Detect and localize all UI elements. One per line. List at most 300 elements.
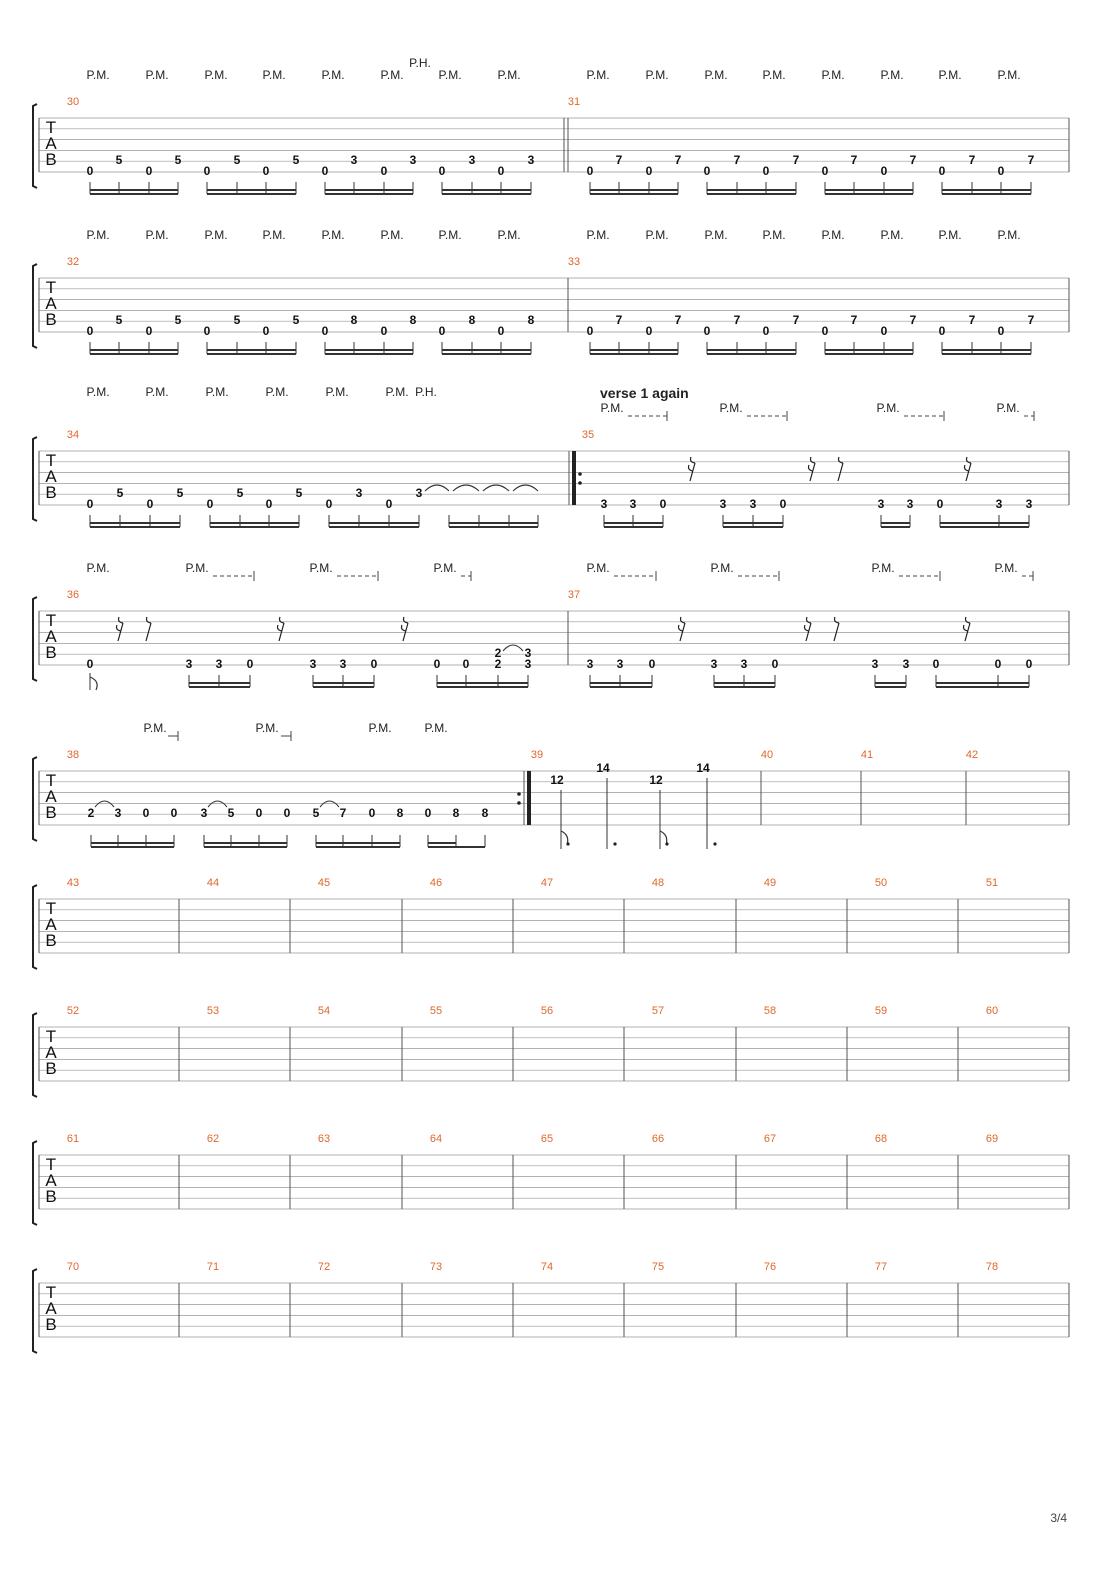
tab-letter-a: A (45, 1043, 57, 1062)
fret-number: 3 (710, 657, 718, 671)
tab-letter-a: A (45, 134, 57, 153)
measure-number: 64 (429, 1133, 443, 1145)
measure-number: 47 (540, 877, 554, 889)
system-bracket (33, 1269, 37, 1353)
sixteenth-rest (278, 617, 285, 641)
fret-number: 0 (170, 806, 178, 820)
palm-mute-label: P.M. (325, 385, 349, 399)
fret-number: 12 (550, 773, 564, 787)
measure-number: 75 (651, 1261, 665, 1273)
tie (425, 485, 449, 491)
fret-number: 0 (936, 497, 944, 511)
fret-number: 3 (586, 657, 594, 671)
palm-mute-label: P.M. (719, 401, 743, 415)
fret-number: 7 (909, 313, 917, 327)
measure-number: 31 (567, 96, 581, 108)
palm-mute-label: P.M. (185, 561, 209, 575)
fret-number: 3 (114, 806, 122, 820)
tab-letter-b: B (45, 931, 57, 950)
palm-mute-label: P.M. (938, 228, 962, 242)
fret-number: 14 (696, 761, 710, 775)
palm-mute-label: P.M. (438, 68, 462, 82)
fret-number: 0 (370, 657, 378, 671)
fret-number: 0 (146, 497, 154, 511)
fret-number: 0 (932, 657, 940, 671)
palm-mute-label: P.M. (645, 68, 669, 82)
sixteenth-rest (809, 457, 816, 481)
palm-mute-label: P.M. (762, 228, 786, 242)
fret-number: 7 (1027, 153, 1035, 167)
sixteenth-rest (805, 617, 812, 641)
fret-number: 0 (586, 164, 594, 178)
measure-number: 65 (540, 1133, 554, 1145)
palm-mute-label: P.M. (600, 401, 624, 415)
palm-mute-label: P.M. (497, 68, 521, 82)
fret-number: 0 (880, 164, 888, 178)
fret-number: 7 (850, 313, 858, 327)
page-number: 3/4 (1050, 1511, 1067, 1525)
fret-number: 5 (236, 486, 244, 500)
fret-number: 12 (649, 773, 663, 787)
measure-number: 48 (651, 877, 665, 889)
system-bracket (33, 885, 37, 969)
fret-number: 0 (645, 324, 653, 338)
fret-number: 3 (719, 497, 727, 511)
fret-number: 0 (994, 657, 1002, 671)
repeat-dot (578, 472, 582, 476)
pinch-harmonic-label: P.H. (415, 385, 437, 399)
tab-letter-a: A (45, 294, 57, 313)
tab-letter-a: A (45, 1299, 57, 1318)
fret-number: 0 (203, 164, 211, 178)
palm-mute-label: P.M. (309, 561, 333, 575)
fret-number: 3 (995, 497, 1003, 511)
palm-mute-label: P.M. (321, 228, 345, 242)
measure-number: 76 (763, 1261, 777, 1273)
palm-mute-label: P.M. (433, 561, 457, 575)
fret-number: 3 (409, 153, 417, 167)
tab-letter-a: A (45, 915, 57, 934)
fret-number: 0 (255, 806, 263, 820)
system-bracket (33, 1013, 37, 1097)
fret-number: 0 (438, 324, 446, 338)
measure-number: 73 (429, 1261, 443, 1273)
sixteenth-rest (402, 617, 409, 641)
palm-mute-label: P.M. (997, 228, 1021, 242)
fret-number: 0 (246, 657, 254, 671)
fret-number: 7 (968, 153, 976, 167)
palm-mute-label: P.M. (86, 385, 110, 399)
measure-number: 55 (429, 1005, 443, 1017)
palm-mute-label: P.M. (265, 385, 289, 399)
measure-number: 52 (66, 1005, 80, 1017)
fret-number: 0 (86, 497, 94, 511)
fret-number: 3 (309, 657, 317, 671)
measure-number: 54 (317, 1005, 331, 1017)
tab-letter-t: T (45, 1155, 57, 1174)
fret-number: 0 (262, 324, 270, 338)
measure-number: 67 (763, 1133, 777, 1145)
tab-letter-b: B (45, 643, 57, 662)
fret-number: 0 (997, 164, 1005, 178)
tab-letter-b: B (45, 150, 57, 169)
fret-number: 0 (762, 324, 770, 338)
fret-number: 0 (659, 497, 667, 511)
fret-number: 3 (877, 497, 885, 511)
palm-mute-label: P.M. (704, 68, 728, 82)
measure-number: 77 (874, 1261, 888, 1273)
measure-number: 32 (66, 256, 80, 268)
fret-number: 7 (733, 153, 741, 167)
fret-number: 0 (938, 164, 946, 178)
measure-number: 44 (206, 877, 220, 889)
measure-number: 35 (581, 429, 595, 441)
measure-number: 63 (317, 1133, 331, 1145)
fret-number: 2 (494, 657, 502, 671)
fret-number: 7 (615, 153, 623, 167)
fret-number: 0 (703, 324, 711, 338)
fret-number: 7 (733, 313, 741, 327)
palm-mute-label: P.M. (762, 68, 786, 82)
sixteenth-rest (679, 617, 686, 641)
system-bracket (33, 437, 37, 521)
palm-mute-label: P.M. (704, 228, 728, 242)
fret-number: 5 (174, 153, 182, 167)
pinch-harmonic-label: P.H. (409, 56, 431, 70)
fret-number: 3 (524, 646, 532, 660)
tie (453, 485, 479, 491)
fret-number: 0 (645, 164, 653, 178)
tab-letter-b: B (45, 1315, 57, 1334)
augmentation-dot (613, 842, 616, 845)
measure-number: 43 (66, 877, 80, 889)
measure-number: 38 (66, 749, 80, 761)
system-bracket (33, 597, 37, 681)
fret-number: 7 (968, 313, 976, 327)
palm-mute-label: P.M. (586, 68, 610, 82)
fret-number: 0 (762, 164, 770, 178)
palm-mute-label: P.M. (321, 68, 345, 82)
palm-mute-label: P.M. (996, 401, 1020, 415)
fret-number: 3 (415, 486, 423, 500)
measure-number: 33 (567, 256, 581, 268)
tie (513, 485, 538, 491)
measure-number: 69 (985, 1133, 999, 1145)
palm-mute-label: P.M. (368, 721, 392, 735)
measure-number: 74 (540, 1261, 554, 1273)
tab-letter-t: T (45, 118, 57, 137)
fret-number: 3 (871, 657, 879, 671)
fret-number: 7 (674, 313, 682, 327)
fret-number: 0 (821, 324, 829, 338)
tab-letter-b: B (45, 1059, 57, 1078)
eighth-rest (834, 617, 839, 641)
fret-number: 0 (206, 497, 214, 511)
fret-number: 5 (116, 486, 124, 500)
sixteenth-rest (689, 457, 696, 481)
fret-number: 0 (325, 497, 333, 511)
fret-number: 0 (438, 164, 446, 178)
palm-mute-label: P.M. (586, 228, 610, 242)
palm-mute-label: P.M. (880, 68, 904, 82)
palm-mute-label: P.M. (380, 228, 404, 242)
palm-mute-label: P.M. (145, 68, 169, 82)
fret-number: 8 (481, 806, 489, 820)
fret-number: 5 (312, 806, 320, 820)
fret-number: 0 (380, 164, 388, 178)
measure-number: 72 (317, 1261, 331, 1273)
fret-number: 0 (938, 324, 946, 338)
measure-number: 56 (540, 1005, 554, 1017)
fret-number: 5 (227, 806, 235, 820)
measure-number: 57 (651, 1005, 665, 1017)
fret-number: 3 (902, 657, 910, 671)
fret-number: 3 (468, 153, 476, 167)
augmentation-dot (665, 842, 668, 845)
fret-number: 0 (86, 324, 94, 338)
tie (503, 645, 523, 651)
tab-letter-b: B (45, 803, 57, 822)
tab-letter-a: A (45, 467, 57, 486)
fret-number: 0 (821, 164, 829, 178)
tab-letter-t: T (45, 899, 57, 918)
tab-letter-t: T (45, 1283, 57, 1302)
fret-number: 7 (909, 153, 917, 167)
fret-number: 14 (596, 761, 610, 775)
measure-number: 40 (760, 749, 774, 761)
palm-mute-label: P.M. (497, 228, 521, 242)
measure-number: 62 (206, 1133, 220, 1145)
system-bracket (33, 757, 37, 841)
measure-number: 37 (567, 589, 581, 601)
repeat-dot (517, 792, 521, 796)
fret-number: 3 (616, 657, 624, 671)
palm-mute-label: P.M. (880, 228, 904, 242)
palm-mute-label: P.M. (586, 561, 610, 575)
measure-number: 51 (985, 877, 999, 889)
fret-number: 5 (176, 486, 184, 500)
measure-number: 39 (530, 749, 544, 761)
fret-number: 0 (142, 806, 150, 820)
tab-letter-a: A (45, 1171, 57, 1190)
measure-number: 41 (860, 749, 874, 761)
palm-mute-label: P.M. (424, 721, 448, 735)
fret-number: 5 (233, 153, 241, 167)
fret-number: 0 (586, 324, 594, 338)
tab-letter-b: B (45, 483, 57, 502)
fret-number: 3 (524, 657, 532, 671)
tab-letter-b: B (45, 310, 57, 329)
palm-mute-label: P.M. (204, 228, 228, 242)
fret-number: 5 (115, 153, 123, 167)
palm-mute-label: P.M. (86, 228, 110, 242)
measure-number: 45 (317, 877, 331, 889)
repeat-start-bar (572, 451, 576, 505)
measure-number: 66 (651, 1133, 665, 1145)
fret-number: 0 (1025, 657, 1033, 671)
fret-number: 5 (295, 486, 303, 500)
fret-number: 5 (292, 313, 300, 327)
fret-number: 5 (174, 313, 182, 327)
fret-number: 3 (355, 486, 363, 500)
palm-mute-label: P.M. (380, 68, 404, 82)
fret-number: 0 (265, 497, 273, 511)
measure-number: 46 (429, 877, 443, 889)
tab-letter-t: T (45, 451, 57, 470)
fret-number: 2 (87, 806, 95, 820)
tab-letter-t: T (45, 611, 57, 630)
repeat-dot (517, 801, 521, 805)
fret-number: 7 (792, 313, 800, 327)
fret-number: 2 (494, 646, 502, 660)
fret-number: 5 (292, 153, 300, 167)
fret-number: 7 (674, 153, 682, 167)
fret-number: 0 (86, 164, 94, 178)
palm-mute-label: P.M. (255, 721, 279, 735)
fret-number: 0 (648, 657, 656, 671)
measure-number: 50 (874, 877, 888, 889)
fret-number: 3 (200, 806, 208, 820)
fret-number: 0 (771, 657, 779, 671)
fret-number: 0 (462, 657, 470, 671)
tab-letter-a: A (45, 627, 57, 646)
fret-number: 3 (906, 497, 914, 511)
measure-number: 42 (965, 749, 979, 761)
measure-number: 60 (985, 1005, 999, 1017)
palm-mute-label: P.M. (997, 68, 1021, 82)
fret-number: 0 (880, 324, 888, 338)
eighth-rest (838, 457, 843, 481)
tie (320, 801, 339, 807)
fret-number: 0 (86, 657, 94, 671)
fret-number: 8 (409, 313, 417, 327)
palm-mute-label: P.M. (262, 68, 286, 82)
fret-number: 0 (497, 324, 505, 338)
fret-number: 7 (792, 153, 800, 167)
fret-number: 8 (527, 313, 535, 327)
tab-letter-a: A (45, 787, 57, 806)
fret-number: 0 (145, 324, 153, 338)
fret-number: 3 (740, 657, 748, 671)
measure-number: 61 (66, 1133, 80, 1145)
fret-number: 7 (339, 806, 347, 820)
note-flag (90, 677, 97, 690)
fret-number: 0 (203, 324, 211, 338)
repeat-dot (578, 481, 582, 485)
note-flag (660, 831, 667, 845)
tie (483, 485, 509, 491)
measure-number: 70 (66, 1261, 80, 1273)
measure-number: 49 (763, 877, 777, 889)
section-marker: verse 1 again (600, 385, 689, 401)
fret-number: 0 (262, 164, 270, 178)
fret-number: 0 (997, 324, 1005, 338)
note-flag (561, 831, 568, 845)
fret-number: 5 (115, 313, 123, 327)
fret-number: 0 (321, 164, 329, 178)
augmentation-dot (566, 842, 569, 845)
fret-number: 0 (385, 497, 393, 511)
palm-mute-label: P.M. (876, 401, 900, 415)
palm-mute-label: P.M. (871, 561, 895, 575)
tab-letter-t: T (45, 771, 57, 790)
tie (208, 801, 227, 807)
palm-mute-label: P.M. (86, 68, 110, 82)
system-bracket (33, 1141, 37, 1225)
palm-mute-label: P.M. (821, 68, 845, 82)
fret-number: 3 (629, 497, 637, 511)
palm-mute-label: P.M. (204, 68, 228, 82)
tab-letter-b: B (45, 1187, 57, 1206)
fret-number: 0 (283, 806, 291, 820)
fret-number: 0 (380, 324, 388, 338)
palm-mute-label: P.M. (710, 561, 734, 575)
fret-number: 0 (145, 164, 153, 178)
palm-mute-label: P.M. (143, 721, 167, 735)
system-bracket (33, 264, 37, 348)
fret-number: 0 (321, 324, 329, 338)
fret-number: 7 (615, 313, 623, 327)
measure-number: 30 (66, 96, 80, 108)
system-bracket (33, 104, 37, 188)
fret-number: 8 (350, 313, 358, 327)
palm-mute-label: P.M. (821, 228, 845, 242)
measure-number: 34 (66, 429, 80, 441)
fret-number: 3 (215, 657, 223, 671)
fret-number: 0 (703, 164, 711, 178)
augmentation-dot (713, 842, 716, 845)
fret-number: 3 (600, 497, 608, 511)
palm-mute-label: P.M. (86, 561, 110, 575)
sixteenth-rest (965, 457, 972, 481)
measure-number: 53 (206, 1005, 220, 1017)
fret-number: 8 (452, 806, 460, 820)
fret-number: 0 (497, 164, 505, 178)
tab-letter-t: T (45, 278, 57, 297)
fret-number: 8 (468, 313, 476, 327)
fret-number: 3 (527, 153, 535, 167)
measure-number: 59 (874, 1005, 888, 1017)
fret-number: 0 (368, 806, 376, 820)
palm-mute-label: P.M. (145, 385, 169, 399)
palm-mute-label: P.M. (205, 385, 229, 399)
fret-number: 3 (185, 657, 193, 671)
fret-number: 0 (779, 497, 787, 511)
measure-number: 78 (985, 1261, 999, 1273)
fret-number: 3 (749, 497, 757, 511)
palm-mute-label: P.M. (438, 228, 462, 242)
tab-letter-t: T (45, 1027, 57, 1046)
palm-mute-label: P.M. (145, 228, 169, 242)
sixteenth-rest (117, 617, 124, 641)
measure-number: 58 (763, 1005, 777, 1017)
palm-mute-label: P.M. (262, 228, 286, 242)
eighth-rest (146, 617, 151, 641)
fret-number: 3 (350, 153, 358, 167)
palm-mute-label: P.M. (385, 385, 409, 399)
sixteenth-rest (964, 617, 971, 641)
fret-number: 3 (339, 657, 347, 671)
palm-mute-label: P.M. (938, 68, 962, 82)
measure-number: 68 (874, 1133, 888, 1145)
tie (95, 801, 114, 807)
fret-number: 5 (233, 313, 241, 327)
palm-mute-label: P.M. (994, 561, 1018, 575)
fret-number: 7 (850, 153, 858, 167)
fret-number: 0 (433, 657, 441, 671)
fret-number: 7 (1027, 313, 1035, 327)
fret-number: 8 (396, 806, 404, 820)
